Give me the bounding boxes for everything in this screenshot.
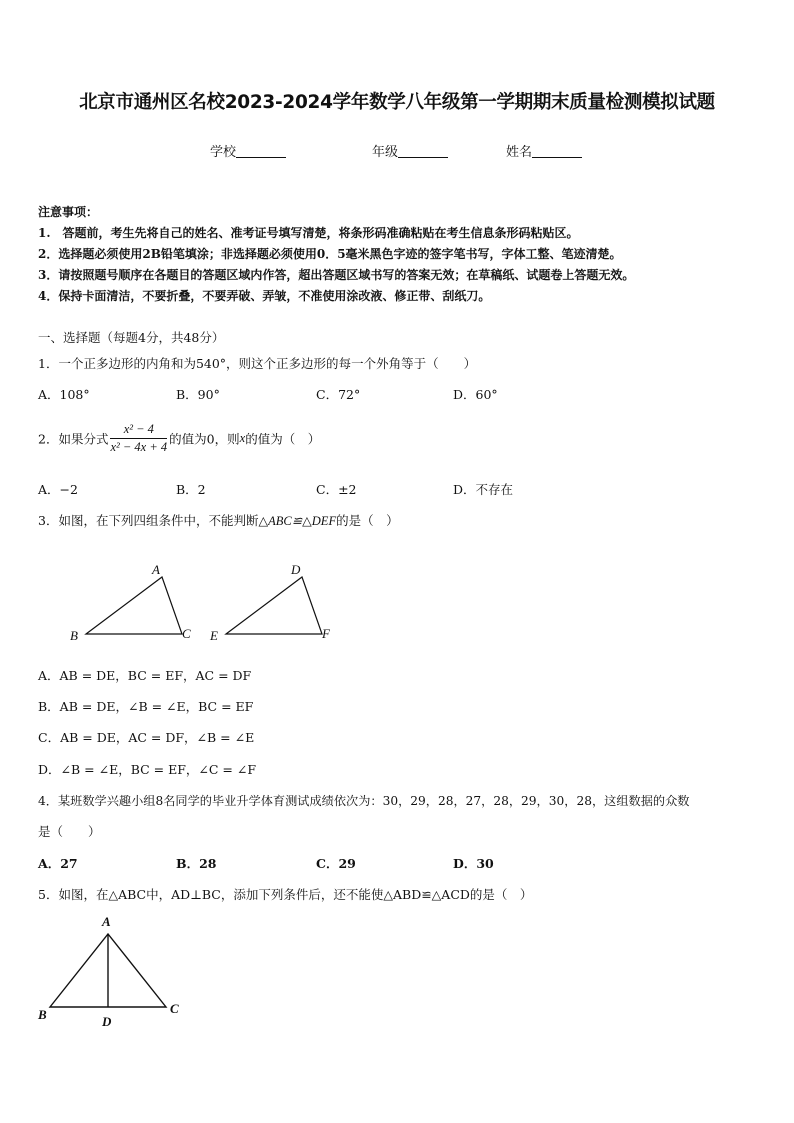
q2-option-b[interactable]: B．2	[176, 482, 206, 497]
label-d: D	[291, 562, 301, 577]
q3-stem-b: 的是（ ）	[336, 513, 399, 528]
note-item: 4．保持卡面清洁，不要折叠，不要弄破、弄皱，不准使用涂改液、修正带、刮纸刀。	[38, 289, 491, 303]
triangle-abc	[86, 577, 182, 634]
q1-option-b[interactable]: B．90°	[176, 387, 220, 402]
q3-triangles-figure	[60, 555, 350, 650]
question-5-stem: 5．如图，在△ABC中，AD⊥BC，添加下列条件后，还不能使△ABD≌△ACD的是（ ）	[38, 887, 533, 902]
school-label: 学校	[210, 145, 237, 160]
note-item: 3．请按照题号顺序在各题目的答题区域内作答，超出答题区域书写的答案无效；在草稿纸、试题卷上答题无效。	[38, 268, 635, 282]
q3-option-b[interactable]: B．AB = DE，∠B = ∠E，BC = EF	[38, 699, 254, 714]
q2-variable: x	[239, 431, 246, 445]
q2-denominator: x² − 4x + 4	[110, 440, 168, 454]
q4-option-c[interactable]: C．29	[316, 856, 356, 871]
q1-option-a[interactable]: A．108°	[38, 387, 90, 402]
grade-field[interactable]	[372, 141, 448, 160]
label-d-q5: D	[102, 1014, 112, 1029]
q2-mid: 的值为0，则	[169, 431, 240, 447]
section-heading: 一、选择题（每题4分，共48分）	[38, 330, 225, 345]
label-b: B	[70, 628, 78, 643]
grade-blank[interactable]	[398, 145, 448, 158]
q1-option-c[interactable]: C．72°	[316, 387, 361, 402]
q1-option-d[interactable]: D．60°	[453, 387, 498, 402]
school-blank[interactable]	[236, 145, 286, 158]
q2-numerator: x² − 4	[110, 422, 167, 439]
triangle-def	[226, 577, 322, 634]
question-2-stem	[38, 422, 320, 455]
page-title: 北京市通州区名校2023-2024学年数学八年级第一学期期末质量检测模拟试题	[79, 92, 715, 113]
question-4-stem-line1: 4．某班数学兴趣小组8名同学的毕业升学体育测试成绩依次为：30，29，28，27，28，29，30，28，这组数据的众数	[38, 794, 690, 808]
school-field[interactable]	[210, 141, 286, 160]
note-item: 2．选择题必须使用2B铅笔填涂；非选择题必须使用0．5毫米黑色字迹的签字笔书写，字体工整、笔迹清楚。	[38, 247, 622, 261]
q3-option-a[interactable]: A．AB = DE，BC = EF，AC = DF	[38, 668, 252, 683]
label-c-q5: C	[170, 1001, 179, 1016]
name-blank[interactable]	[532, 145, 582, 158]
label-a-q5: A	[102, 914, 111, 929]
label-f: F	[322, 626, 330, 641]
q2-option-a[interactable]: A．−2	[38, 482, 78, 497]
q2-prefix: 2．如果分式	[38, 431, 109, 447]
q3-stem-math: △ABC≌△DEF	[258, 514, 337, 528]
q2-option-c[interactable]: C．±2	[316, 482, 357, 497]
q5-triangle-figure	[30, 910, 200, 1035]
name-field[interactable]	[506, 141, 582, 160]
label-c: C	[182, 626, 191, 641]
q2-suffix: 的值为（ ）	[245, 431, 321, 447]
question-4-stem-line2: 是（ ）	[38, 824, 101, 839]
q2-option-d[interactable]: D．不存在	[453, 482, 514, 497]
q4-option-d[interactable]: D．30	[453, 856, 494, 871]
label-e: E	[210, 628, 218, 643]
label-a: A	[152, 562, 160, 577]
grade-label: 年级	[372, 145, 399, 160]
name-label: 姓名	[506, 145, 533, 160]
q3-option-c[interactable]: C．AB = DE，AC = DF，∠B = ∠E	[38, 730, 255, 745]
question-1-stem: 1．一个正多边形的内角和为540°，则这个正多边形的每一个外角等于（ ）	[38, 356, 477, 371]
question-3-stem	[38, 511, 399, 529]
q4-option-b[interactable]: B．28	[176, 856, 217, 871]
q3-stem-a: 3．如图，在下列四组条件中，不能判断	[38, 513, 259, 528]
q4-option-a[interactable]: A．27	[38, 856, 78, 871]
label-b-q5: B	[38, 1007, 47, 1022]
q2-fraction	[110, 422, 167, 455]
notes-heading: 注意事项：	[38, 205, 99, 219]
note-item: 1. 答题前，考生先将自己的姓名、准考证号填写清楚，将条形码准确粘贴在考生信息条形码粘贴区。	[38, 226, 579, 240]
q3-option-d[interactable]: D．∠B = ∠E，BC = EF，∠C = ∠F	[38, 762, 257, 777]
